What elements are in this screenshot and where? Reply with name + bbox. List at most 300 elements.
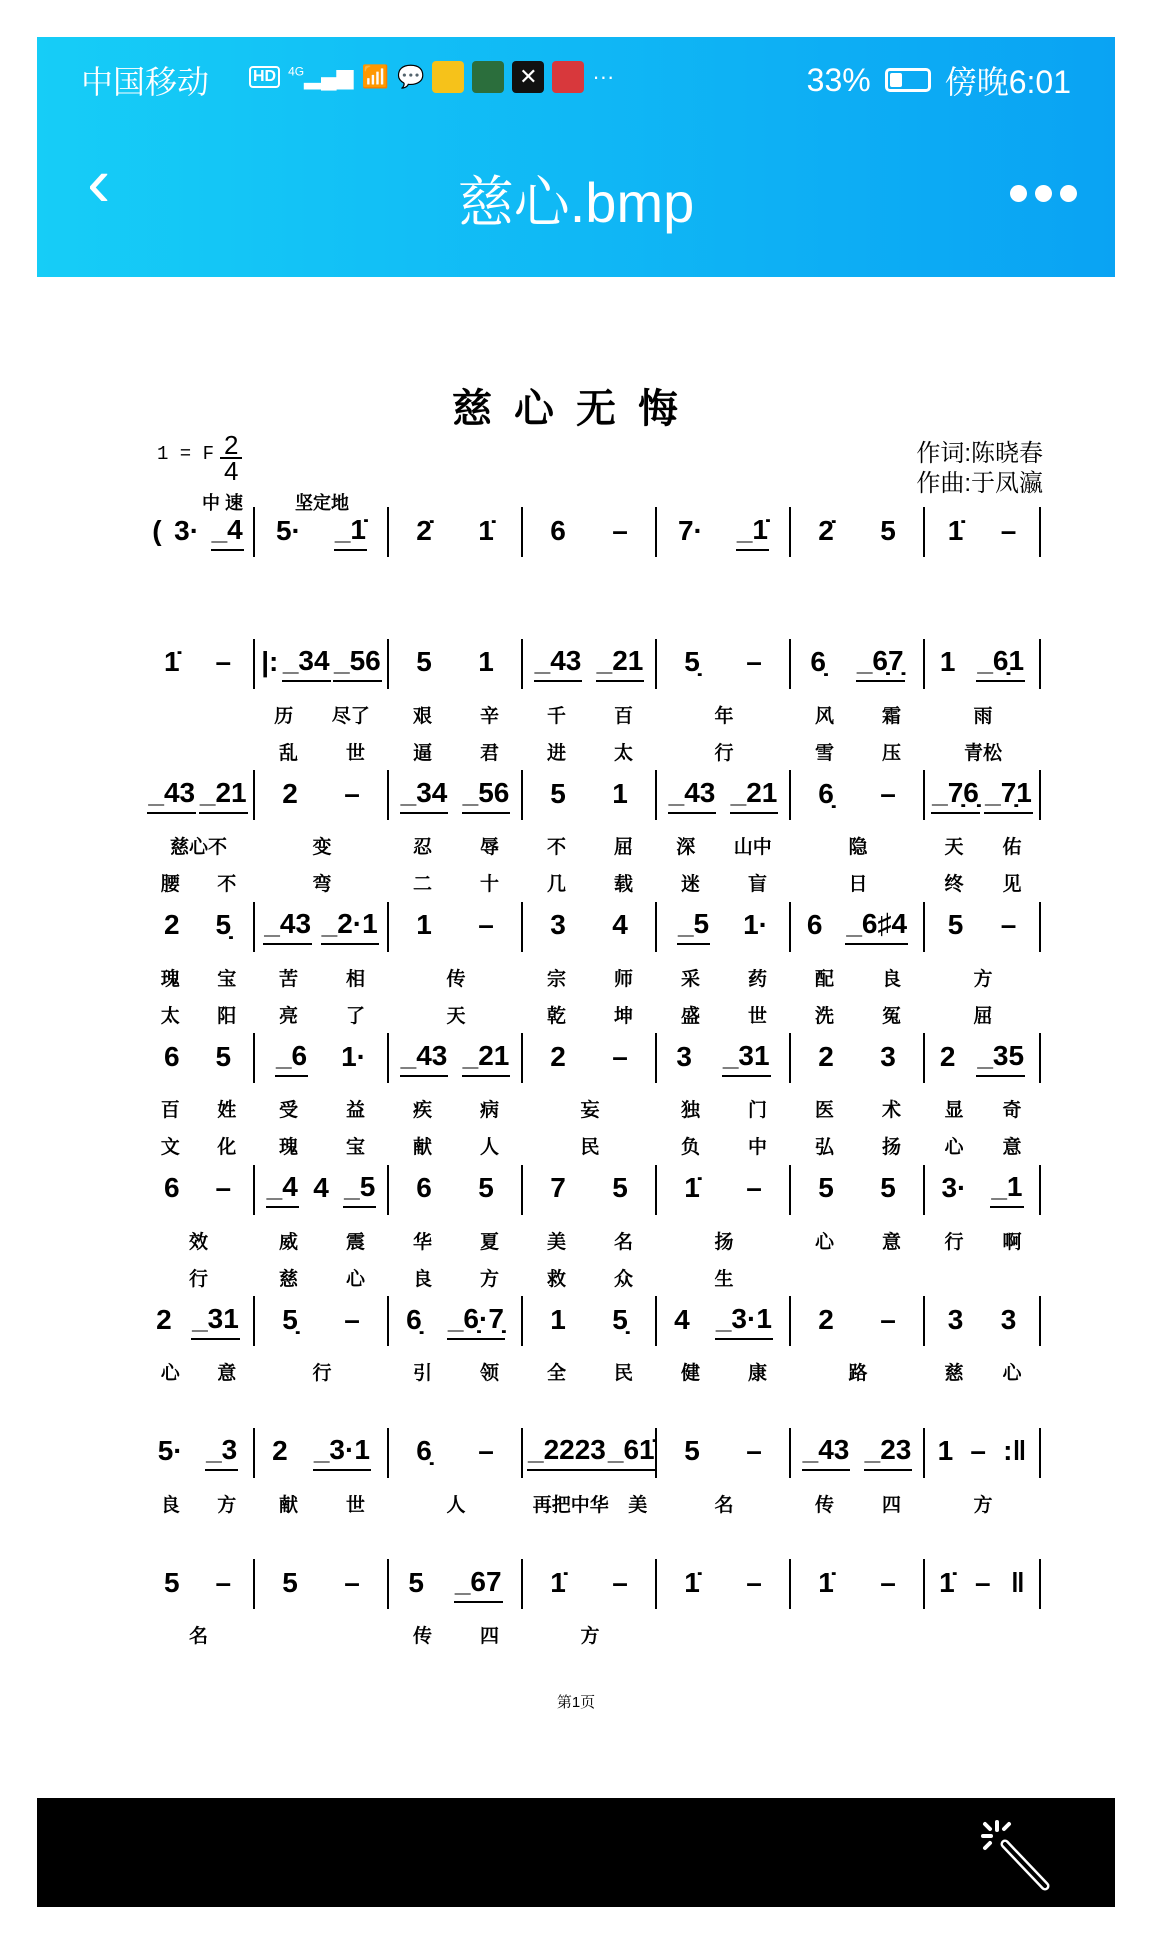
note: 1̇ xyxy=(939,1566,955,1598)
note: _6♯4 xyxy=(845,908,908,945)
lyric-word: 益 xyxy=(345,1099,365,1121)
lyric-cell xyxy=(142,964,255,991)
lyric-word: 民 xyxy=(580,1136,600,1158)
note: 2 xyxy=(818,1040,834,1072)
lyric-word: 迷 xyxy=(680,873,700,895)
note: – xyxy=(975,1566,991,1598)
note: – xyxy=(746,1435,762,1466)
note: 2 xyxy=(163,909,180,940)
lyric-word: 路 xyxy=(848,1362,868,1384)
lyrics-line-2 xyxy=(142,1001,1041,1028)
lyrics-line-2 xyxy=(142,1264,1041,1291)
lyric-word: 压 xyxy=(881,741,901,764)
lyric-cell xyxy=(791,832,925,859)
lyric-word: 心 xyxy=(814,1230,834,1253)
measure xyxy=(142,1428,255,1478)
lyric-cell xyxy=(389,738,523,765)
lyric-cell xyxy=(142,869,255,896)
measure xyxy=(791,1428,925,1478)
note: _1 xyxy=(990,1171,1023,1208)
lyric-word: 震 xyxy=(345,1230,365,1253)
measure xyxy=(523,507,657,557)
measure xyxy=(925,507,1041,557)
lyric-cell xyxy=(523,1264,657,1291)
lyrics-line-1 xyxy=(142,1621,1041,1648)
lyric-word: 变 xyxy=(312,836,332,858)
note: _34 xyxy=(282,645,331,682)
lyric-word: 行 xyxy=(188,1267,208,1290)
lyric-word: 不 xyxy=(546,836,566,858)
note: _34 xyxy=(400,777,449,814)
measure xyxy=(925,1165,1041,1215)
lyric-cell xyxy=(255,1490,389,1517)
lyric-word: 雨 xyxy=(973,704,993,727)
note: 1 xyxy=(937,1435,954,1466)
measure xyxy=(255,1296,389,1346)
lyric-word: 亮 xyxy=(278,1004,298,1027)
lyricist: 作词:陈晓春 xyxy=(916,440,1043,467)
lyric-cell xyxy=(657,964,791,991)
note: 1̇ xyxy=(478,514,494,546)
lyric-cell xyxy=(925,1095,1041,1122)
measure xyxy=(142,1296,255,1346)
phone-screen xyxy=(37,37,1115,1907)
lyric-word: 宝 xyxy=(345,1136,365,1158)
song-title: 慈心无悔 xyxy=(452,386,700,432)
note: 2 xyxy=(272,1435,288,1466)
lyric-word: 众 xyxy=(613,1267,633,1290)
note: 5 xyxy=(947,909,964,940)
lyric-word: 霜 xyxy=(881,704,901,727)
lyric-cell xyxy=(255,1132,389,1159)
lyric-word: 人 xyxy=(479,1136,499,1158)
lyrics-line-2 xyxy=(142,1132,1041,1159)
lyrics-line-1 xyxy=(142,964,1041,991)
note: 3· xyxy=(174,514,200,546)
note: – xyxy=(612,1040,628,1072)
note: 3 xyxy=(947,1303,964,1335)
note: 6̣ xyxy=(416,1435,432,1466)
note: _7̣1 xyxy=(984,777,1033,814)
lyric-word: 风 xyxy=(814,704,834,727)
note: – xyxy=(215,646,232,677)
measure xyxy=(523,1428,657,1478)
note: 6̣ xyxy=(818,777,834,809)
lyric-word: 年 xyxy=(714,704,734,727)
note: 7 xyxy=(550,1172,566,1203)
lyric-word: 化 xyxy=(217,1136,237,1158)
note: _43 xyxy=(263,908,312,945)
lyric-word: 心 xyxy=(1002,1362,1022,1384)
lyric-word: 意 xyxy=(1002,1136,1022,1158)
lyric-cell xyxy=(523,1621,657,1648)
note: ( xyxy=(152,514,162,546)
lyric-word: 效 xyxy=(188,1230,208,1253)
note: _4 xyxy=(266,1171,299,1208)
lyric-word: 良 xyxy=(881,967,901,990)
measure xyxy=(255,1559,389,1609)
lyric-cell xyxy=(791,1095,925,1122)
lyric-word: 慈 xyxy=(278,1267,298,1290)
note: ‖ xyxy=(1010,1566,1025,1598)
lyric-word: 几 xyxy=(546,873,566,895)
measure xyxy=(791,1296,925,1346)
lyric-cell xyxy=(255,1095,389,1122)
lyrics-line-2 xyxy=(142,869,1041,896)
lyric-cell xyxy=(142,1227,255,1254)
lyric-cell xyxy=(925,1264,1041,1291)
lyric-word: 名 xyxy=(613,1230,633,1253)
lyric-word: 乱 xyxy=(278,741,298,764)
lyric-cell xyxy=(389,1358,523,1385)
note: 6 xyxy=(550,514,566,546)
lyric-word: 民 xyxy=(613,1362,633,1384)
lyric-word: 显 xyxy=(944,1099,964,1121)
note: :‖ xyxy=(1003,1435,1027,1466)
note: – xyxy=(478,1435,494,1466)
measure xyxy=(657,902,791,952)
lyric-cell xyxy=(791,869,925,896)
note: _21 xyxy=(730,777,779,814)
measure xyxy=(523,770,657,820)
note: _6 xyxy=(275,1040,308,1077)
lyric-word: 扬 xyxy=(714,1230,734,1253)
note: 1̇ xyxy=(818,1566,834,1598)
measure xyxy=(925,1559,1041,1609)
lyric-cell xyxy=(142,701,255,728)
lyric-cell xyxy=(925,964,1041,991)
signal-icon: $^{4G}$▂▄▆ xyxy=(288,64,354,89)
note: _31 xyxy=(191,1303,240,1340)
lyric-cell xyxy=(925,1132,1041,1159)
lyric-cell xyxy=(255,1001,389,1028)
lyric-word: 屈 xyxy=(613,836,633,858)
lyric-word: 威 xyxy=(278,1230,298,1253)
lyric-word: 尽了 xyxy=(331,704,370,727)
measure xyxy=(791,1165,925,1215)
note: 6̣ xyxy=(810,646,826,677)
lyric-word: 行 xyxy=(944,1230,964,1253)
lyric-cell xyxy=(657,1132,791,1159)
note: – xyxy=(746,1172,762,1203)
note: – xyxy=(344,777,360,809)
lyric-word: 隐 xyxy=(848,836,868,858)
lyric-word: 世 xyxy=(345,1493,365,1516)
time-signature: $\frac{2}{4}$ xyxy=(220,433,242,483)
measure xyxy=(142,639,255,689)
lyric-cell xyxy=(657,1001,791,1028)
lyric-cell xyxy=(657,738,791,765)
lyric-cell xyxy=(523,738,657,765)
lyric-word: 受 xyxy=(278,1099,298,1121)
lyric-cell xyxy=(389,869,523,896)
lyric-word: 洗 xyxy=(814,1004,834,1027)
lyric-word: 美 xyxy=(628,1493,648,1516)
note: 5̣ xyxy=(612,1303,628,1335)
measure xyxy=(791,639,925,689)
note: 5 xyxy=(880,1172,896,1203)
lyric-cell xyxy=(925,1001,1041,1028)
lyrics-line-1 xyxy=(142,832,1041,859)
lyric-cell xyxy=(925,1358,1041,1385)
lyric-word: 瑰 xyxy=(160,967,180,990)
app-icon-yellow xyxy=(432,61,464,93)
battery-percent: 33% xyxy=(806,61,871,98)
lyric-word: 盛 xyxy=(680,1004,700,1027)
measure xyxy=(925,770,1041,820)
lyric-word: 载 xyxy=(613,873,633,895)
lyric-cell xyxy=(142,1132,255,1159)
note: _56 xyxy=(333,645,382,682)
lyric-word: 慈 xyxy=(944,1362,964,1384)
lyric-cell xyxy=(142,1490,255,1517)
note: – xyxy=(215,1566,232,1598)
lyric-word: 啊 xyxy=(1002,1230,1022,1253)
lyric-word: 世 xyxy=(345,741,365,764)
lyric-cell xyxy=(523,701,657,728)
note: _3 xyxy=(205,1434,238,1471)
note: – xyxy=(1000,909,1017,940)
note: _2·1 xyxy=(321,908,379,945)
lyrics-line-1 xyxy=(142,1095,1041,1122)
lyric-word: 屈 xyxy=(973,1004,993,1027)
lyric-cell xyxy=(389,1227,523,1254)
note: _43 xyxy=(534,645,583,682)
lyric-cell xyxy=(657,1358,791,1385)
lyric-word: 配 xyxy=(814,967,834,990)
lyric-word: 领 xyxy=(479,1362,499,1384)
note: 5 xyxy=(880,514,896,546)
credits xyxy=(916,439,1043,499)
lyric-word: 意 xyxy=(217,1362,237,1384)
hd-badge: HD xyxy=(249,66,280,88)
lyric-word: 十 xyxy=(479,873,499,895)
lyric-word: 阳 xyxy=(217,1004,237,1027)
note: 2̇ xyxy=(818,514,834,546)
measure xyxy=(657,1296,791,1346)
measure xyxy=(389,639,523,689)
back-button[interactable]: ‹ xyxy=(87,143,111,221)
wechat-icon: 💬 xyxy=(396,64,425,89)
note: 4 xyxy=(674,1303,690,1335)
lyric-word: 艰 xyxy=(412,704,432,727)
note: _5 xyxy=(343,1171,376,1208)
magic-wand-icon[interactable] xyxy=(975,1814,1055,1894)
lyric-word: 雪 xyxy=(814,741,834,764)
measure xyxy=(142,1559,255,1609)
lyric-word: 瑰 xyxy=(278,1136,298,1158)
note: _21 xyxy=(199,777,248,814)
lyric-word: 山中 xyxy=(733,836,772,858)
lyric-word: 冤 xyxy=(881,1004,901,1027)
lyric-cell xyxy=(791,1132,925,1159)
measure xyxy=(255,770,389,820)
lyric-cell xyxy=(791,738,925,765)
lyric-word: 意 xyxy=(881,1230,901,1253)
lyric-word: 全 xyxy=(546,1362,566,1384)
note: 1̇ xyxy=(947,514,964,546)
lyric-cell xyxy=(657,1621,791,1648)
note: _35 xyxy=(976,1040,1025,1077)
note: – xyxy=(880,1303,896,1335)
lyric-word: 四 xyxy=(479,1625,499,1647)
note: _61̇ xyxy=(607,1434,656,1471)
lyric-word: 奇 xyxy=(1002,1099,1022,1121)
lyric-cell xyxy=(523,1001,657,1028)
lyric-word: 乾 xyxy=(546,1004,566,1027)
lyric-cell xyxy=(523,1227,657,1254)
lyric-word: 苦 xyxy=(278,967,298,990)
note: 2 xyxy=(939,1040,956,1072)
lyric-word: 相 xyxy=(345,967,365,990)
lyric-cell xyxy=(523,964,657,991)
measure xyxy=(657,1165,791,1215)
lyric-word: 再把中华 xyxy=(532,1493,609,1516)
note: – xyxy=(1000,514,1017,546)
lyric-cell xyxy=(142,1095,255,1122)
note: _3·1 xyxy=(715,1303,773,1340)
measure xyxy=(925,1296,1041,1346)
lyric-word: 方 xyxy=(479,1267,499,1290)
lyric-word: 传 xyxy=(446,967,466,990)
measure xyxy=(791,507,925,557)
note: 5 xyxy=(282,1566,298,1598)
note: 1̇ xyxy=(163,646,180,677)
lyrics-line-2 xyxy=(142,738,1041,765)
lyric-cell xyxy=(925,738,1041,765)
lyric-cell xyxy=(657,1227,791,1254)
lyrics-line-1 xyxy=(142,1490,1041,1517)
measure xyxy=(255,1033,389,1083)
measure xyxy=(925,639,1041,689)
lyric-word: 百 xyxy=(613,704,633,727)
lyric-word: 病 xyxy=(479,1099,499,1121)
note: 1· xyxy=(743,909,769,940)
lyric-cell xyxy=(389,701,523,728)
measure xyxy=(791,902,925,952)
lyric-word: 方 xyxy=(580,1625,600,1647)
lyric-cell xyxy=(389,1001,523,1028)
measure xyxy=(925,1033,1041,1083)
measure xyxy=(255,1165,389,1215)
note: – xyxy=(344,1303,360,1335)
lyric-cell xyxy=(523,1358,657,1385)
lyric-word: 药 xyxy=(747,967,767,990)
measure xyxy=(142,902,255,952)
note: _7̣6̣ xyxy=(931,777,980,814)
lyric-word: 良 xyxy=(160,1493,180,1516)
lyric-word: 千 xyxy=(546,704,566,727)
measure xyxy=(389,1033,523,1083)
note: 2̇ xyxy=(416,514,432,546)
note: 1̇ xyxy=(684,1566,700,1598)
note: 2 xyxy=(156,1303,172,1335)
measure xyxy=(791,770,925,820)
note: 1 xyxy=(416,909,432,940)
note: 5̣ xyxy=(684,646,700,677)
measure xyxy=(255,902,389,952)
lyric-word: 终 xyxy=(944,873,964,895)
measure xyxy=(925,902,1041,952)
tempo-marking: 中 速 xyxy=(202,493,244,513)
note: 6 xyxy=(163,1172,180,1203)
lyric-cell xyxy=(389,832,523,859)
note: – xyxy=(478,909,494,940)
note: – xyxy=(880,777,896,809)
note: 4 xyxy=(313,1172,329,1203)
note: 3 xyxy=(880,1040,896,1072)
lyric-word: 四 xyxy=(881,1493,901,1516)
lyric-word: 历 xyxy=(274,704,294,727)
note: 1̇ xyxy=(550,1566,566,1598)
note: – xyxy=(612,1566,628,1598)
lyric-cell xyxy=(523,1490,657,1517)
lyric-cell xyxy=(255,869,389,896)
lyric-word: 行 xyxy=(312,1362,332,1384)
note: 5 xyxy=(215,1040,232,1072)
note: – xyxy=(970,1435,986,1466)
note: 5 xyxy=(408,1566,424,1598)
page-number: 第1页 xyxy=(556,1694,596,1711)
lyric-word: 人 xyxy=(446,1493,466,1516)
note: |: xyxy=(261,646,279,677)
lyric-cell xyxy=(523,1095,657,1122)
lyric-word: 文 xyxy=(160,1136,180,1158)
lyric-cell xyxy=(142,1001,255,1028)
note: _1̇ xyxy=(736,514,769,551)
lyric-cell xyxy=(142,1358,255,1385)
lyric-word: 盲 xyxy=(747,873,767,895)
more-notifications: ··· xyxy=(592,64,615,89)
lyric-cell xyxy=(389,1095,523,1122)
lyric-cell xyxy=(142,832,255,859)
lyric-word: 行 xyxy=(714,741,734,764)
measure xyxy=(389,770,523,820)
more-options-button[interactable] xyxy=(1010,185,1077,202)
measure xyxy=(523,1296,657,1346)
lyric-cell xyxy=(657,1095,791,1122)
lyric-word: 独 xyxy=(680,1099,700,1121)
lyric-word: 二 xyxy=(412,873,432,895)
lyric-word: 方 xyxy=(217,1493,237,1516)
lyrics-line-1 xyxy=(142,701,1041,728)
lyric-word: 夏 xyxy=(479,1230,499,1253)
measure xyxy=(389,1559,523,1609)
lyric-word: 进 xyxy=(546,741,566,764)
lyric-word: 忍 xyxy=(412,836,432,858)
note: _6̣1 xyxy=(976,645,1025,682)
lyric-word: 宗 xyxy=(546,967,566,990)
note: – xyxy=(344,1566,360,1598)
note: _3·1 xyxy=(313,1434,371,1471)
measure xyxy=(925,1428,1041,1478)
measure xyxy=(523,639,657,689)
note: – xyxy=(612,514,628,546)
lyric-word: 传 xyxy=(412,1625,432,1647)
note: 3 xyxy=(550,909,566,940)
lyric-word: 采 xyxy=(680,967,700,990)
note: _5 xyxy=(677,908,710,945)
bottom-toolbar xyxy=(37,1798,1115,1907)
lyric-word: 医 xyxy=(814,1099,834,1121)
lyric-cell xyxy=(657,701,791,728)
lyric-word: 见 xyxy=(1002,873,1022,895)
clock: 傍晚6:01 xyxy=(944,64,1071,100)
measure xyxy=(389,902,523,952)
app-icon-mountain xyxy=(472,61,504,93)
lyric-word: 佑 xyxy=(1002,836,1022,858)
note: 1 xyxy=(478,646,494,677)
